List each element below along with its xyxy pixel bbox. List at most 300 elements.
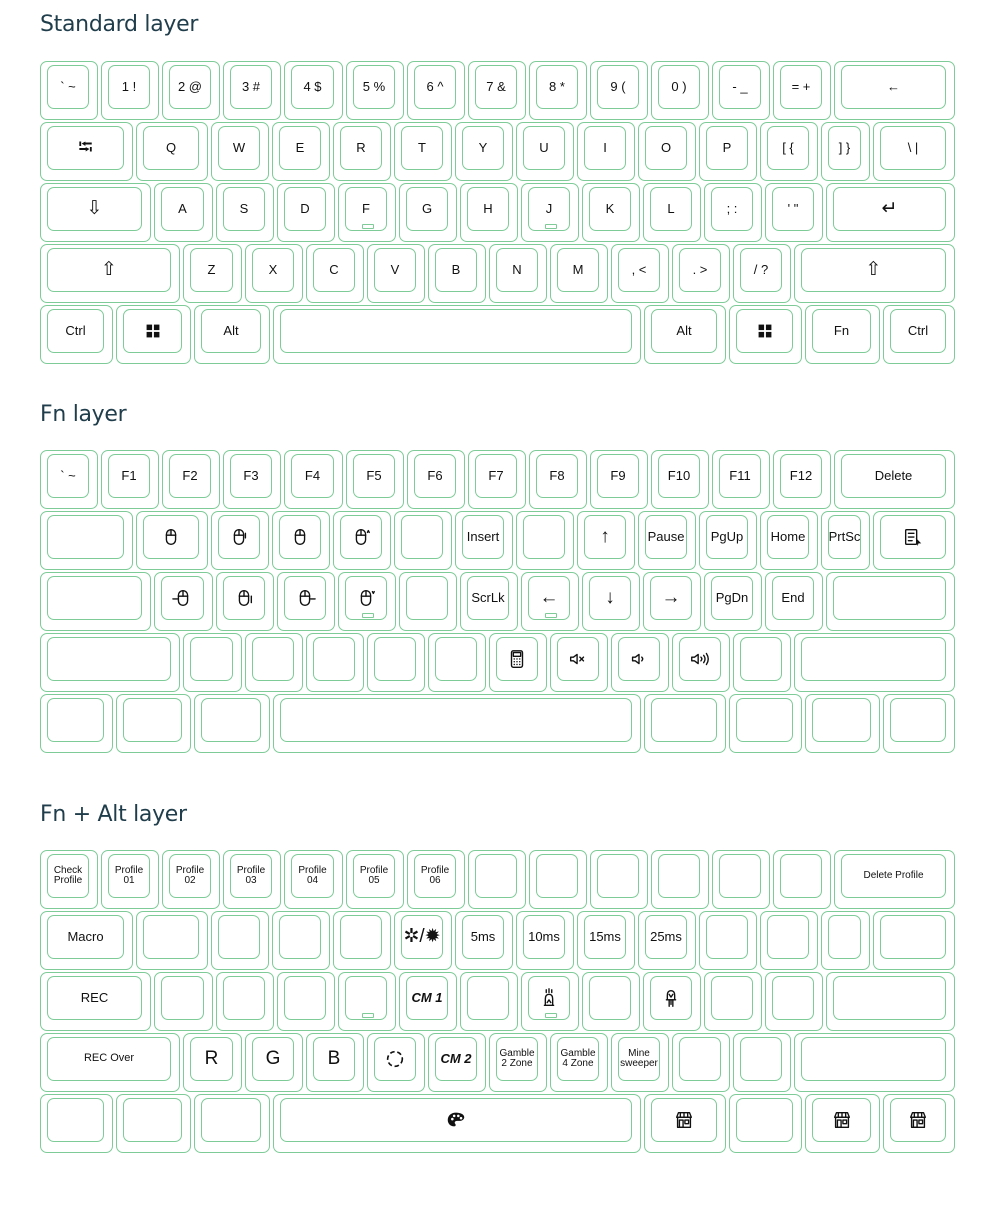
store-icon	[673, 1109, 695, 1131]
keycap	[828, 915, 861, 959]
keycap	[284, 976, 326, 1020]
key-blank[interactable]	[194, 694, 270, 753]
keycap	[736, 1098, 793, 1142]
key-volume-down[interactable]	[611, 633, 669, 692]
keycap	[658, 454, 700, 498]
key-blank[interactable]	[399, 572, 457, 631]
key-f4[interactable]	[284, 450, 343, 509]
key-led-down[interactable]	[643, 972, 701, 1031]
key-c[interactable]	[306, 244, 364, 303]
key-windows[interactable]	[116, 305, 191, 364]
key-ctrl[interactable]	[883, 305, 955, 364]
keycap	[462, 515, 504, 559]
key-blank[interactable]	[765, 183, 823, 242]
key-windows[interactable]	[729, 305, 802, 364]
key-label: F1	[121, 468, 137, 484]
keycap	[218, 126, 260, 170]
key-blank[interactable]	[611, 244, 669, 303]
key-spacebar[interactable]	[273, 694, 641, 753]
key-blank[interactable]	[116, 694, 191, 753]
keycap	[679, 248, 721, 292]
volume-down-icon	[628, 648, 650, 670]
key-mouse-move-down[interactable]	[216, 572, 274, 631]
key-menu-key[interactable]	[873, 511, 955, 570]
keycap	[740, 248, 782, 292]
keycap	[890, 1098, 946, 1142]
keycap	[780, 454, 822, 498]
key-blank[interactable]	[794, 1033, 955, 1092]
mouse-move-left-icon	[172, 587, 194, 609]
key-label: Gamble 4 Zone	[560, 1047, 596, 1069]
key-f11[interactable]	[712, 450, 770, 509]
keycap	[435, 637, 477, 681]
keycap	[772, 187, 814, 231]
key-p[interactable]	[699, 122, 757, 181]
key-blank[interactable]	[40, 633, 180, 692]
key-i[interactable]	[577, 122, 635, 181]
keycap	[597, 854, 639, 898]
key-u[interactable]	[516, 122, 574, 181]
key-7[interactable]	[468, 61, 526, 120]
key-blank[interactable]	[704, 972, 762, 1031]
key-label: F5	[366, 468, 382, 484]
key-r[interactable]	[333, 122, 391, 181]
key-label: E	[295, 140, 305, 156]
key-label: Profile 03	[236, 864, 266, 886]
key-mouse-left-click[interactable]	[136, 511, 208, 570]
key-f9[interactable]	[590, 450, 648, 509]
key-blank[interactable]	[40, 572, 151, 631]
key-label: F7	[488, 468, 504, 484]
key-blank[interactable]	[136, 911, 208, 970]
key-blank[interactable]	[516, 511, 574, 570]
key-blue-channel[interactable]	[306, 1033, 364, 1092]
key-blank[interactable]	[306, 633, 364, 692]
key-blank[interactable]	[733, 244, 791, 303]
key-w[interactable]	[211, 122, 269, 181]
key-label: REC Over	[83, 1052, 135, 1065]
key-arrow-down[interactable]	[582, 572, 640, 631]
key-blank[interactable]	[773, 850, 831, 909]
keycap	[467, 187, 509, 231]
key-label: S	[239, 201, 249, 217]
key-f7[interactable]	[468, 450, 526, 509]
keycap	[47, 976, 142, 1020]
key-blank[interactable]	[805, 694, 880, 753]
key-label: V	[390, 262, 400, 278]
key-a[interactable]	[154, 183, 213, 242]
key-shift[interactable]	[40, 244, 180, 303]
key-blank[interactable]	[394, 511, 452, 570]
key-label: F11	[729, 468, 751, 484]
key-gamble-4-zone[interactable]	[550, 1033, 608, 1092]
key-arrow-left[interactable]	[521, 572, 579, 631]
key-6[interactable]	[407, 61, 465, 120]
key-blank[interactable]	[821, 122, 870, 181]
key-blank[interactable]	[821, 911, 870, 970]
key-blank[interactable]	[211, 911, 269, 970]
key-check-profile[interactable]	[40, 850, 98, 909]
key-blank[interactable]	[367, 633, 425, 692]
key-caps-lock[interactable]	[40, 183, 151, 242]
key-label: 5ms	[470, 929, 496, 945]
keycap	[584, 515, 626, 559]
keycap	[833, 976, 946, 1020]
key-0[interactable]	[651, 61, 709, 120]
key-blank[interactable]	[277, 972, 335, 1031]
key-arrow-right[interactable]	[643, 572, 701, 631]
key-pgdn[interactable]	[704, 572, 762, 631]
key-palette[interactable]	[273, 1094, 641, 1153]
key-home[interactable]	[760, 511, 818, 570]
key-enter[interactable]	[826, 183, 955, 242]
key-blank[interactable]	[590, 850, 648, 909]
keycap	[123, 309, 182, 353]
mouse-right-click-icon	[228, 526, 250, 548]
key-brightness[interactable]	[394, 911, 452, 970]
key-2[interactable]	[162, 61, 220, 120]
keycap	[645, 515, 687, 559]
key-f8[interactable]	[529, 450, 587, 509]
key-blank[interactable]	[333, 911, 391, 970]
key-label: Alt	[676, 323, 692, 339]
key-f6[interactable]	[407, 450, 465, 509]
key-f3[interactable]	[223, 450, 281, 509]
key-f2[interactable]	[162, 450, 220, 509]
homing-bump	[362, 1013, 374, 1018]
key-delete[interactable]	[834, 450, 955, 509]
key-x[interactable]	[245, 244, 303, 303]
key-blank[interactable]	[216, 972, 274, 1031]
key-10ms[interactable]	[516, 911, 574, 970]
key-h[interactable]	[460, 183, 518, 242]
key-pause[interactable]	[638, 511, 696, 570]
key-insert[interactable]	[455, 511, 513, 570]
key-blank[interactable]	[873, 911, 955, 970]
arrow-up-icon: ↑	[600, 526, 610, 548]
keycap	[143, 915, 199, 959]
keycap	[597, 454, 639, 498]
tab-icon: ⭾	[78, 137, 93, 159]
key-o[interactable]	[638, 122, 696, 181]
key-blank[interactable]	[40, 511, 133, 570]
key-delete-profile[interactable]	[834, 850, 955, 909]
keycap	[711, 187, 753, 231]
key-blank[interactable]	[672, 244, 730, 303]
key-led-up[interactable]	[521, 972, 579, 1031]
key-blank[interactable]	[712, 61, 770, 120]
key-label: Ctrl	[65, 323, 86, 339]
key-blank[interactable]	[794, 633, 955, 692]
key-label: PgUp	[710, 529, 744, 545]
keycap	[801, 1037, 946, 1081]
key-pgup[interactable]	[699, 511, 757, 570]
keycap	[252, 637, 294, 681]
key-mouse-right-click[interactable]	[211, 511, 269, 570]
key-mouse-scroll-down[interactable]	[338, 572, 396, 631]
key-macro[interactable]	[40, 911, 133, 970]
key-f5[interactable]	[346, 450, 404, 509]
keycap	[496, 248, 538, 292]
key-blank[interactable]	[194, 1094, 270, 1153]
key-prtsc[interactable]	[821, 511, 870, 570]
key-alt[interactable]	[644, 305, 726, 364]
key-g[interactable]	[399, 183, 457, 242]
key-loading-circle[interactable]	[367, 1033, 425, 1092]
keycap	[230, 65, 272, 109]
menu-key-icon	[902, 526, 924, 548]
keycap	[740, 1037, 782, 1081]
keycap	[650, 976, 692, 1020]
key-profile-06[interactable]	[407, 850, 465, 909]
keycap	[47, 915, 124, 959]
key-profile-04[interactable]	[284, 850, 343, 909]
key-9[interactable]	[590, 61, 648, 120]
key-5ms[interactable]	[455, 911, 513, 970]
key-blank[interactable]	[338, 972, 396, 1031]
key-end[interactable]	[765, 572, 823, 631]
key-scrlk[interactable]	[460, 572, 518, 631]
key-blank[interactable]	[760, 911, 818, 970]
key-label: Q	[165, 140, 177, 156]
key-m[interactable]	[550, 244, 608, 303]
key-mouse-middle-click[interactable]	[272, 511, 330, 570]
key-f12[interactable]	[773, 450, 831, 509]
key-volume-up[interactable]	[672, 633, 730, 692]
key-label: 4 $	[303, 79, 322, 95]
key-blank[interactable]	[529, 850, 587, 909]
key-label: Macro	[67, 929, 104, 945]
keycap	[201, 1098, 261, 1142]
key-mouse-move-right[interactable]	[277, 572, 335, 631]
key-blank[interactable]	[672, 1033, 730, 1092]
key-blank[interactable]	[582, 972, 640, 1031]
key-q[interactable]	[136, 122, 208, 181]
key-blank[interactable]	[712, 850, 770, 909]
key-rec[interactable]	[40, 972, 151, 1031]
key-t[interactable]	[394, 122, 452, 181]
key-blank[interactable]	[428, 633, 486, 692]
key-label: End	[781, 590, 805, 606]
key-v[interactable]	[367, 244, 425, 303]
led-down-icon	[660, 987, 682, 1009]
keycap	[279, 126, 321, 170]
key-label: K	[605, 201, 615, 217]
keycap	[711, 976, 753, 1020]
key-j[interactable]	[521, 183, 579, 242]
key-blank[interactable]	[834, 61, 955, 120]
keycap	[736, 309, 793, 353]
key-store[interactable]	[883, 1094, 955, 1153]
key-blank[interactable]	[699, 911, 757, 970]
key-blank[interactable]	[40, 450, 98, 509]
keycap	[47, 65, 89, 109]
key-label: 0 )	[671, 79, 687, 95]
keycap	[201, 698, 261, 742]
mouse-left-click-icon	[160, 526, 182, 548]
key-blank[interactable]	[183, 633, 242, 692]
keycap	[812, 1098, 871, 1142]
keyboard-fn	[40, 450, 958, 755]
key-blank[interactable]	[40, 61, 98, 120]
keycap	[143, 515, 199, 559]
key-blank[interactable]	[873, 122, 955, 181]
key-n[interactable]	[489, 244, 547, 303]
key-label: PgDn	[715, 590, 749, 606]
key-blank[interactable]	[883, 694, 955, 753]
keycap	[353, 65, 395, 109]
key-3[interactable]	[223, 61, 281, 120]
key-blank[interactable]	[272, 911, 330, 970]
key-store[interactable]	[644, 1094, 726, 1153]
keycap	[340, 126, 382, 170]
key-f[interactable]	[338, 183, 396, 242]
key-blank[interactable]	[826, 972, 955, 1031]
key-z[interactable]	[183, 244, 242, 303]
key-blank[interactable]	[40, 694, 113, 753]
keycap	[801, 248, 946, 292]
key-k[interactable]	[582, 183, 640, 242]
key-label: / ?	[753, 262, 769, 278]
key-label: CM 1	[411, 990, 443, 1006]
key-red-channel[interactable]	[183, 1033, 242, 1092]
keycap	[406, 187, 448, 231]
key-label: F8	[549, 468, 565, 484]
homing-bump	[362, 613, 374, 618]
key-blank[interactable]	[651, 850, 709, 909]
keycap	[406, 576, 448, 620]
key-tab[interactable]	[40, 122, 133, 181]
key-f1[interactable]	[101, 450, 159, 509]
keycap	[123, 698, 182, 742]
key-profile-02[interactable]	[162, 850, 220, 909]
keycap	[291, 65, 334, 109]
keycap	[719, 454, 761, 498]
key-label: C	[329, 262, 339, 278]
keycap	[401, 126, 443, 170]
key-blank[interactable]	[773, 61, 831, 120]
key-d[interactable]	[277, 183, 335, 242]
key-profile-01[interactable]	[101, 850, 159, 909]
keycap	[47, 576, 142, 620]
key-label: 3 #	[241, 79, 261, 95]
key-blank[interactable]	[704, 183, 762, 242]
key-blank[interactable]	[468, 850, 526, 909]
keycap	[496, 1037, 538, 1081]
key-green-channel[interactable]	[245, 1033, 303, 1092]
keycap	[401, 515, 443, 559]
key-y[interactable]	[455, 122, 513, 181]
keycap	[833, 187, 946, 231]
key-gamble-2-zone[interactable]	[489, 1033, 547, 1092]
key-cm-2[interactable]	[428, 1033, 486, 1092]
key-1[interactable]	[101, 61, 159, 120]
key-5[interactable]	[346, 61, 404, 120]
key-25ms[interactable]	[638, 911, 696, 970]
store-icon	[907, 1109, 929, 1131]
keycap	[47, 454, 89, 498]
key-blank[interactable]	[116, 1094, 191, 1153]
keycap	[252, 1037, 294, 1081]
key-15ms[interactable]	[577, 911, 635, 970]
keycap	[780, 65, 822, 109]
keycap	[401, 915, 443, 959]
key-profile-05[interactable]	[346, 850, 404, 909]
keycap	[218, 915, 260, 959]
key-blank[interactable]	[765, 972, 823, 1031]
key-blank[interactable]	[154, 972, 213, 1031]
mouse-scroll-up-icon	[350, 526, 372, 548]
key-label: Profile 01	[114, 864, 144, 886]
palette-icon	[445, 1109, 467, 1131]
key-label: 1 !	[121, 79, 137, 95]
key-label: = +	[791, 79, 811, 95]
key-4[interactable]	[284, 61, 343, 120]
key-8[interactable]	[529, 61, 587, 120]
key-mute[interactable]	[550, 633, 608, 692]
key-spacebar[interactable]	[273, 305, 641, 364]
key-blank[interactable]	[729, 1094, 802, 1153]
key-mouse-move-left[interactable]	[154, 572, 213, 631]
key-rec-over[interactable]	[40, 1033, 180, 1092]
keycap	[169, 65, 211, 109]
key-fn[interactable]	[805, 305, 880, 364]
keycap	[467, 976, 509, 1020]
key-profile-03[interactable]	[223, 850, 281, 909]
key-f10[interactable]	[651, 450, 709, 509]
keycap	[190, 1037, 233, 1081]
windows-icon	[142, 320, 164, 342]
keycap	[890, 309, 946, 353]
keycap	[828, 126, 861, 170]
key-mine-sweeper[interactable]	[611, 1033, 669, 1092]
keycap	[841, 454, 946, 498]
key-shift[interactable]	[794, 244, 955, 303]
key-alt[interactable]	[194, 305, 270, 364]
homing-bump	[545, 224, 557, 229]
key-mouse-scroll-up[interactable]	[333, 511, 391, 570]
key-l[interactable]	[643, 183, 701, 242]
key-blank[interactable]	[245, 633, 303, 692]
key-blank[interactable]	[760, 122, 818, 181]
key-blank[interactable]	[826, 572, 955, 631]
red-channel-icon: R	[204, 1048, 219, 1070]
key-calculator[interactable]	[489, 633, 547, 692]
key-blank[interactable]	[460, 972, 518, 1031]
arrow-down-icon: ↓	[605, 587, 615, 609]
key-ctrl[interactable]	[40, 305, 113, 364]
key-e[interactable]	[272, 122, 330, 181]
key-store[interactable]	[805, 1094, 880, 1153]
key-b[interactable]	[428, 244, 486, 303]
key-label: G	[421, 201, 433, 217]
key-blank[interactable]	[40, 1094, 113, 1153]
key-label: Delete Profile	[863, 869, 924, 881]
keycap	[414, 454, 456, 498]
key-cm-1[interactable]	[399, 972, 457, 1031]
key-blank[interactable]	[733, 1033, 791, 1092]
keycap	[47, 126, 124, 170]
key-blank[interactable]	[729, 694, 802, 753]
key-label: F4	[304, 468, 321, 484]
key-arrow-up[interactable]	[577, 511, 635, 570]
key-s[interactable]	[216, 183, 274, 242]
keycap	[201, 309, 261, 353]
key-blank[interactable]	[733, 633, 791, 692]
key-blank[interactable]	[644, 694, 726, 753]
keyboard-standard	[40, 61, 958, 366]
key-label: B	[451, 262, 461, 278]
